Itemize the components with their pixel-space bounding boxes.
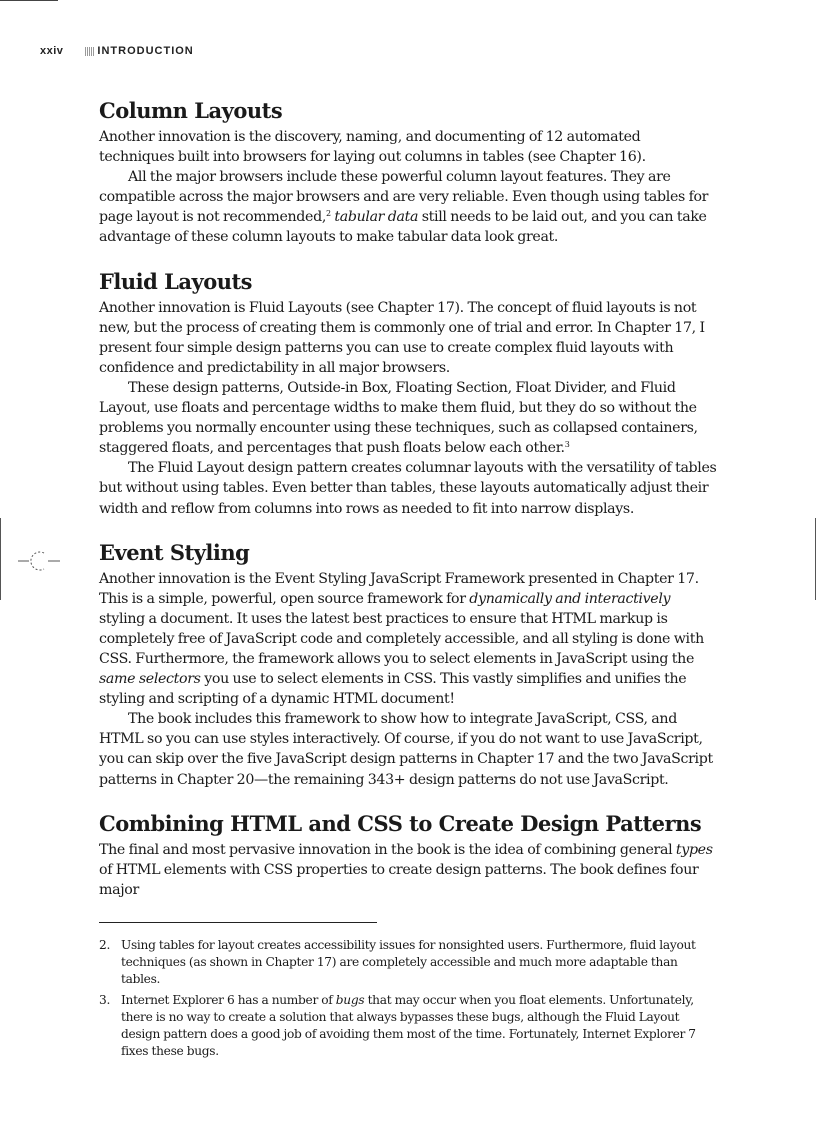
text-run: The Fluid Layout design pattern creates columnar layouts with the versatility of tables but without using tables. Even better than tables, these layouts automatically adjust their width and reflow from columns into rows as needed to fit into narrow displays.	[99, 460, 717, 517]
emphasis-text: same selectors	[99, 671, 201, 688]
top-crop-line	[0, 0, 58, 1]
footnote-text	[121, 992, 717, 1060]
footnote-rule	[99, 922, 377, 923]
text-run: All the major browsers include these powerful column layout features. They are compatible across the major browsers and are very reliable. Even though using tables for page layout is not recommended,	[99, 169, 709, 226]
emphasis-text: types	[675, 841, 713, 858]
footnote-reference: 2	[325, 209, 331, 219]
text-run: you use to select elements in CSS. This vastly simplifies and unifies the styling and scripting of a dynamic HTML document!	[99, 671, 687, 708]
paragraph	[99, 127, 717, 167]
running-header	[40, 44, 194, 58]
paragraph	[99, 840, 717, 900]
text-run: of HTML elements with CSS properties to create design patterns. The book defines four major	[99, 861, 699, 898]
paragraph	[99, 569, 717, 710]
footnote-number: 2.	[99, 937, 111, 952]
text-run: Internet Explorer 6 has a number of	[121, 992, 336, 1007]
section	[99, 97, 717, 248]
registration-mark-icon	[18, 551, 60, 571]
running-title: INTRODUCTION	[97, 45, 194, 57]
section	[99, 268, 717, 519]
footnote-text	[121, 937, 717, 988]
text-run: still needs to be laid out, and you can take advantage of these column layouts to make tabular data look great.	[99, 209, 707, 246]
section	[99, 539, 717, 790]
paragraph	[99, 378, 717, 458]
emphasis-text: bugs	[335, 992, 365, 1007]
section-heading: Column Layouts	[99, 98, 283, 123]
text-run: Another innovation is the discovery, naming, and documenting of 12 automated techniques built into browsers for laying out columns in tables (see Chapter 16).	[99, 129, 646, 166]
paragraph	[99, 709, 717, 789]
footnotes	[99, 937, 717, 1060]
emphasis-text: tabular data	[334, 209, 419, 226]
footnote-reference: 3	[564, 440, 570, 450]
text-run: The book includes this framework to show how to integrate JavaScript, CSS, and HTML so you can use styles interactively. Of course, if you do not want to use JavaScript, you can skip over the five JavaScript design patterns in Chapter 17 and the two JavaScript patterns in Chapter 20—the remaining 343+ design patterns do not use JavaScript.	[99, 711, 713, 788]
footnote-number: 3.	[99, 992, 111, 1007]
text-run: Another innovation is Fluid Layouts (see Chapter 17). The concept of fluid layouts is not new, but the process of creating them is commonly one of trial and error. In Chapter 17, I present four simple design patterns you can use to create complex fluid layouts with confidence and predictability in all major browsers.	[99, 299, 705, 376]
page-number: xxiv	[40, 45, 64, 57]
section-heading: Fluid Layouts	[99, 268, 252, 294]
text-run: The final and most pervasive innovation in the book is the idea of combining general	[99, 841, 676, 858]
sections-container	[99, 97, 717, 900]
text-run: Another innovation is the Event Styling JavaScript Framework presented in Chapter 17. This is a simple, powerful, open source framework for	[99, 570, 699, 607]
text-run: that may occur when you float elements. Unfortunately, there is no way to create a solution that always bypasses these bugs, although the Fluid Layout design pattern does a good job of avoiding them most of the time. Fortunately, Internet Explorer 7 fixes these bugs.	[121, 992, 696, 1058]
footnote	[99, 937, 717, 988]
footnote	[99, 992, 717, 1060]
emphasis-text: dynamically and interactively	[469, 590, 671, 607]
section-heading: Event Styling	[99, 539, 250, 565]
text-run: Using tables for layout creates accessibility issues for nonsighted users. Furthermore, fluid layout techniques (as shown in Chapter 17) are completely accessible and much more adaptable than tables.	[121, 937, 696, 986]
paragraph	[99, 458, 717, 518]
text-run: styling a document. It uses the latest best practices to ensure that HTML markup is completely free of JavaScript code and completely accessible, and all styling is done with CSS. Furthermore, the framework allows you to select elements in JavaScript using the	[99, 610, 704, 667]
page-content	[99, 97, 717, 1064]
left-margin-line	[0, 518, 1, 600]
section-heading: Combining HTML and CSS to Create Design Patterns	[99, 810, 702, 836]
hatch-marker-icon	[85, 47, 95, 56]
paragraph	[99, 167, 717, 247]
paragraph	[99, 298, 717, 378]
section	[99, 810, 717, 900]
text-run: These design patterns, Outside-in Box, Floating Section, Float Divider, and Fluid Layout, use floats and percentage widths to make them fluid, but they do so without the problems you normally encounter using these techniques, such as collapsed containers, staggered floats, and percentages that push floats below each other.	[99, 379, 698, 457]
